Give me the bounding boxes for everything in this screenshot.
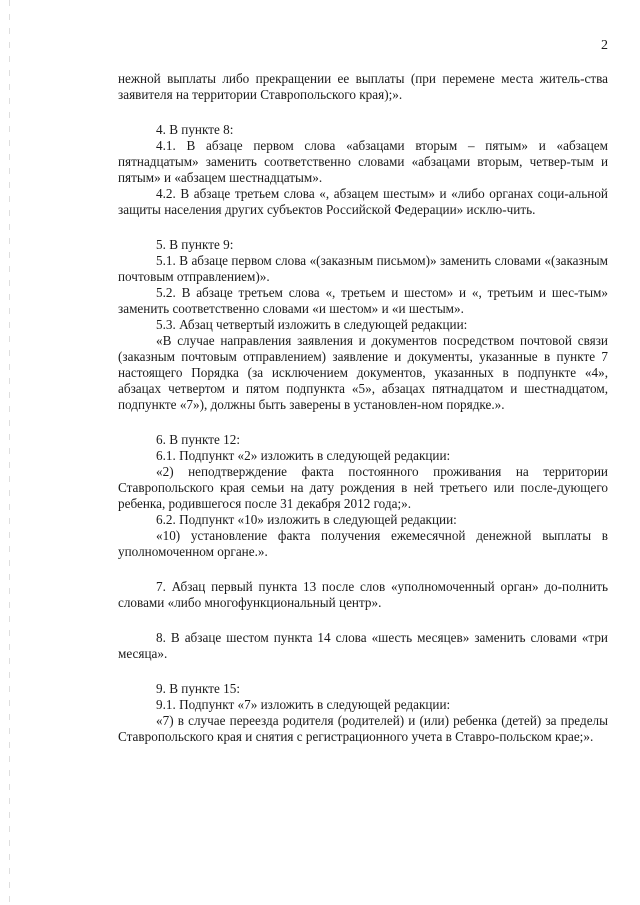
document-paragraph: 4.1. В абзаце первом слова «абзацами вторым – пятым» и «абзацем пятнадцатым» заменить соответственно словами «абзацами вторым, четвер-тым и пятым» и «абзацем шестнадцатым». [118, 138, 608, 185]
document-paragraph: 9.1. Подпункт «7» изложить в следующей редакции: [156, 697, 451, 712]
document-paragraph: «7) в случае переезда родителя (родителей) и (или) ребенка (детей) за пределы Ставропольского края и снятия с регистрационного учета в Ставро-польском крае;». [118, 713, 608, 744]
document-paragraph: «В случае направления заявления и документов посредством почтовой связи (заказным почтовым отправлением) заявление и документы, указанные в пункте 7 настоящего Порядка (за исключением документов, указанных в подпункте «4», абзацах четвертом и пятом подпункта «5», абзацах пятнадцатом и шестнадцатом, подпункте «7»), должны быть заверены в установлен-ном порядке.». [118, 333, 608, 412]
document-paragraph: 5.3. Абзац четвертый изложить в следующей редакции: [156, 317, 468, 332]
document-paragraph: 9. В пункте 15: [156, 681, 240, 696]
scan-edge-artifact [9, 0, 10, 905]
document-paragraph: «10) установление факта получения ежемесячной денежной выплаты в уполномоченном органе.». [118, 528, 608, 559]
document-paragraph: 6. В пункте 12: [156, 432, 240, 447]
document-paragraph: 5.1. В абзаце первом слова «(заказным письмом)» заменить словами «(заказным почтовым отправлением)». [118, 253, 608, 284]
paragraph-spacer [118, 103, 608, 122]
document-paragraph: нежной выплаты либо прекращении ее выплаты (при перемене места житель-ства заявителя на территории Ставропольского края);». [118, 71, 608, 102]
document-paragraph: 5.2. В абзаце третьем слова «, третьем и шестом» и «, третьим и шес-тым» заменить соответственно словами «и шестом» и «и шестым». [118, 285, 608, 316]
paragraph-spacer [118, 218, 608, 237]
document-paragraph: 6.2. Подпункт «10» изложить в следующей редакции: [156, 512, 457, 527]
document-paragraph: «2) неподтверждение факта постоянного проживания на территории Ставропольского края семьи на дату рождения в ней третьего или после-дующего ребенка, родившегося после 31 декабря 2012 года;». [118, 464, 608, 511]
paragraph-spacer [118, 611, 608, 630]
document-body [118, 71, 608, 745]
document-paragraph: 7. Абзац первый пункта 13 после слов «уполномоченный орган» до-полнить словами «либо многофункциональный центр». [118, 579, 608, 610]
document-paragraph: 6.1. Подпункт «2» изложить в следующей редакции: [156, 448, 451, 463]
document-paragraph: 4. В пункте 8: [156, 122, 234, 137]
page-number: 2 [601, 38, 608, 53]
paragraph-spacer [118, 413, 608, 432]
paragraph-spacer [118, 560, 608, 579]
document-paragraph: 5. В пункте 9: [156, 237, 234, 252]
document-paragraph: 4.2. В абзаце третьем слова «, абзацем шестым» и «либо органах соци-альной защиты населения других субъектов Российской Федерации» исклю-чить. [118, 186, 608, 217]
paragraph-spacer [118, 662, 608, 681]
document-paragraph: 8. В абзаце шестом пункта 14 слова «шесть месяцев» заменить словами «три месяца». [118, 630, 608, 661]
